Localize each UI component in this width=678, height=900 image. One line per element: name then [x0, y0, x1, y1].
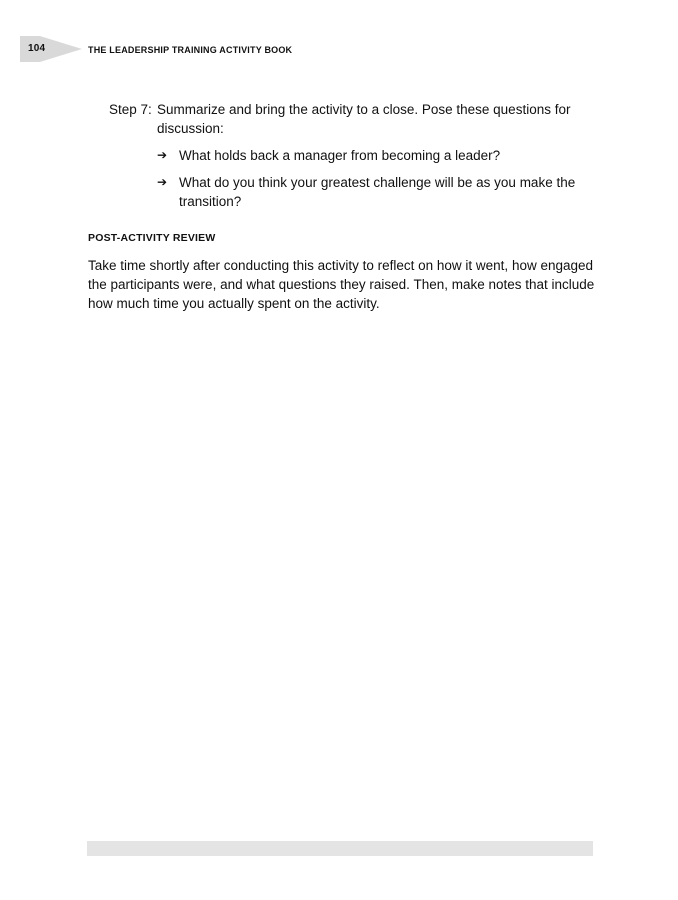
- step-7: [109, 100, 589, 138]
- question-text: What holds back a manager from becoming a leader?: [179, 148, 501, 163]
- page-number: 104: [28, 43, 46, 54]
- arrow-icon: ➔: [157, 175, 168, 189]
- step-label: Step 7:: [109, 102, 152, 117]
- list-item: [157, 173, 597, 211]
- running-head: THE LEADERSHIP TRAINING ACTIVITY BOOK: [88, 45, 293, 55]
- discussion-questions: [157, 146, 597, 219]
- footer-bar: [87, 841, 593, 856]
- question-text: What do you think your greatest challenge will be as you make the transition?: [179, 175, 576, 209]
- arrow-icon: ➔: [157, 148, 168, 162]
- section-heading: POST-ACTIVITY REVIEW: [88, 232, 216, 244]
- list-item: [157, 146, 597, 165]
- body-paragraph: Take time shortly after conducting this activity to reflect on how it went, how engaged the participants were, and what questions they raised. Then, make notes that include how much time you actually spent on the activity.: [88, 258, 595, 311]
- step-text: Summarize and bring the activity to a close. Pose these questions for discussion:: [157, 102, 571, 136]
